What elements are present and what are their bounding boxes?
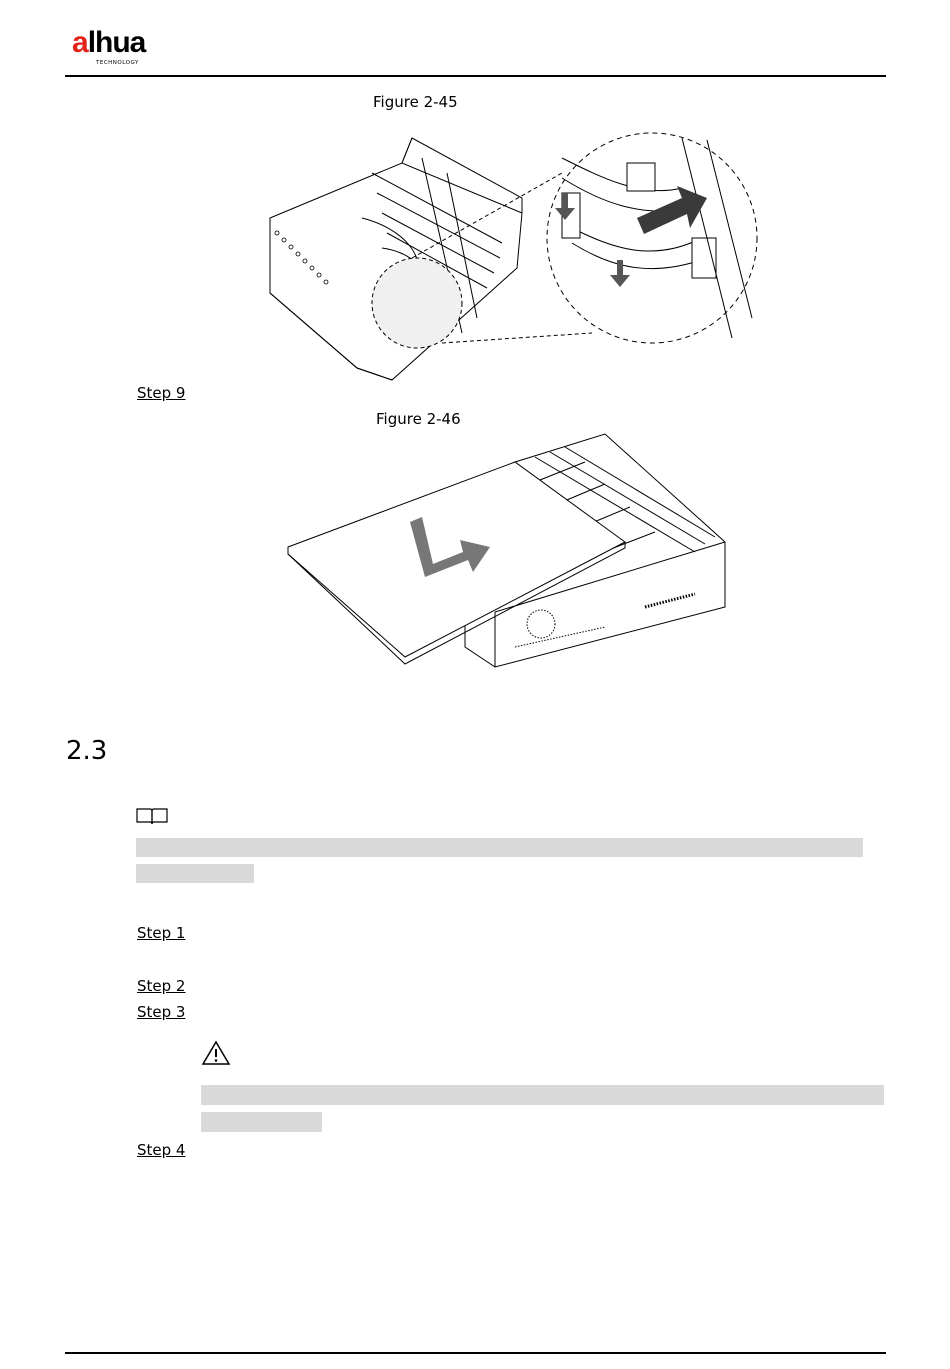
note-text-redacted-line-1 [136, 838, 863, 857]
step-4-label: Step 4 [137, 1141, 186, 1159]
section-number: 2.3 [66, 736, 108, 766]
figure-45-caption: Figure 2-45 [373, 93, 458, 111]
warning-text-redacted-line-1 [201, 1085, 884, 1105]
warning-text-redacted-line-2 [201, 1112, 322, 1132]
footer-rule [65, 1352, 886, 1354]
brand-logo: alhua [72, 26, 146, 59]
note-text-redacted-line-2 [136, 864, 254, 883]
warning-icon [202, 1040, 232, 1066]
step-2-label: Step 2 [137, 977, 186, 995]
figure-45-illustration [262, 118, 757, 383]
step-1-label: Step 1 [137, 924, 186, 942]
figure-46-caption: Figure 2-46 [376, 410, 461, 428]
book-icon [135, 806, 169, 826]
step-9-label: Step 9 [137, 384, 186, 402]
header-rule [65, 75, 886, 77]
figure-46-illustration [285, 432, 745, 672]
brand-subtitle: TECHNOLOGY [96, 60, 139, 66]
step-3-label: Step 3 [137, 1003, 186, 1021]
